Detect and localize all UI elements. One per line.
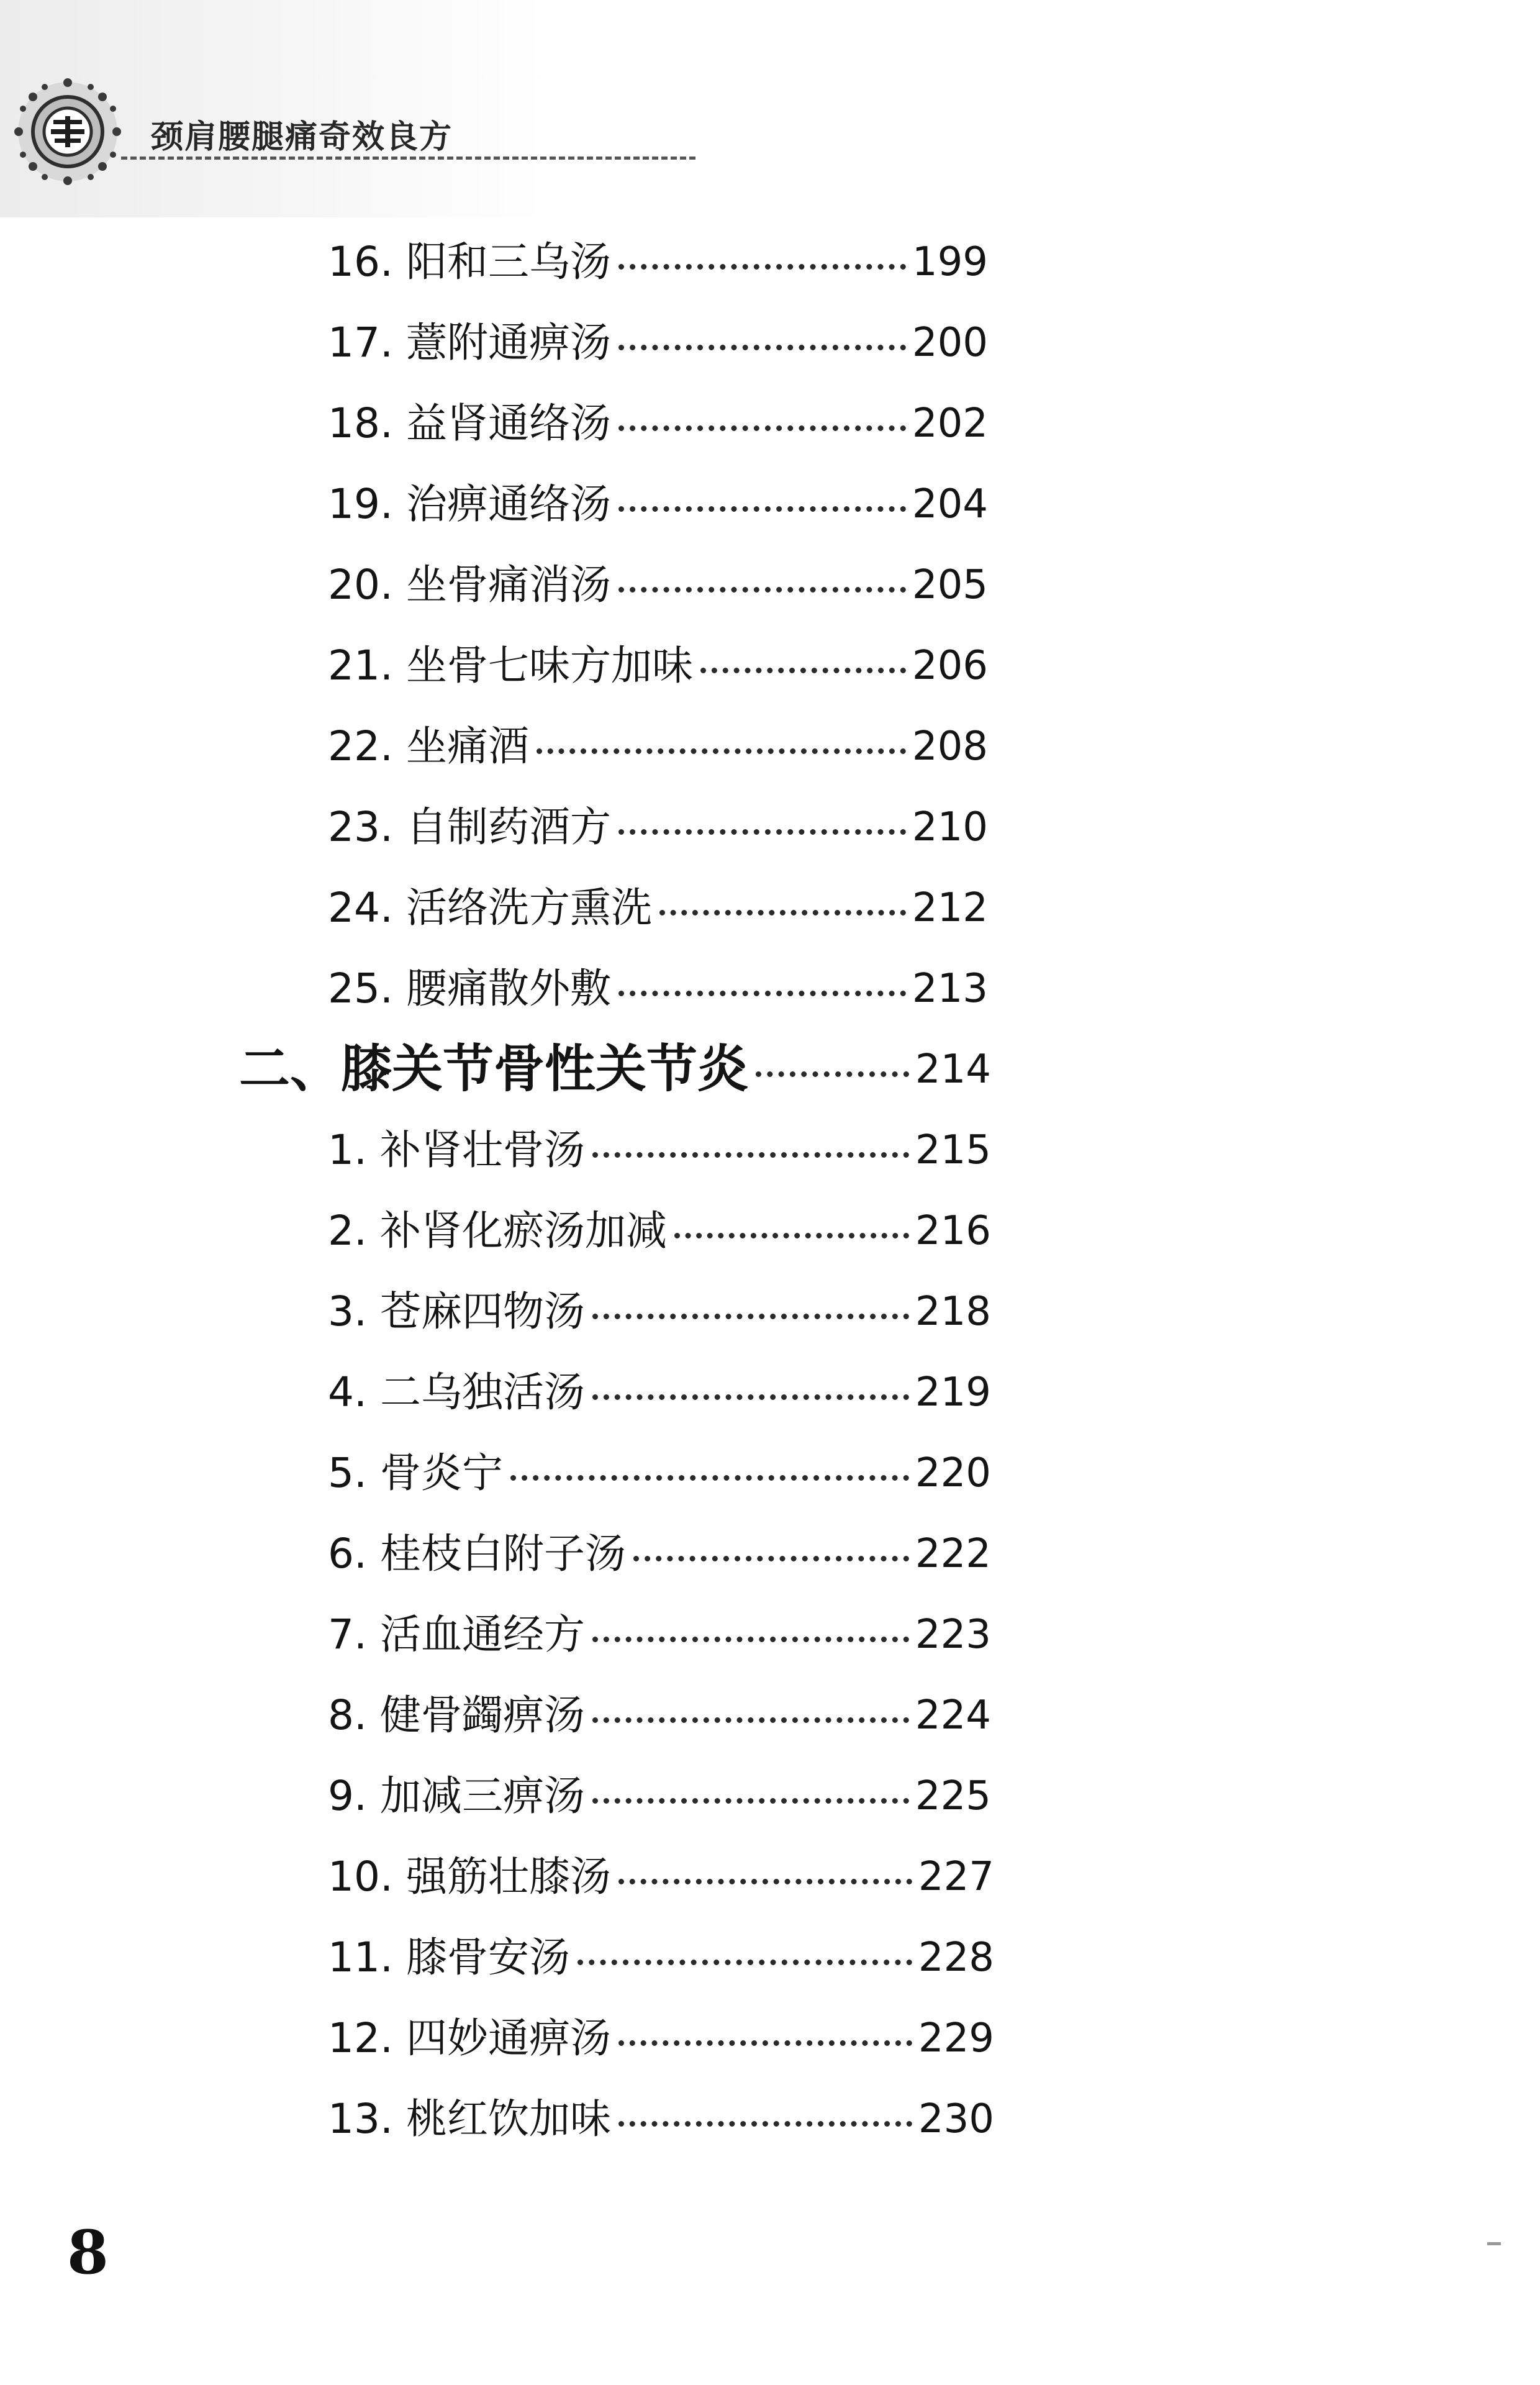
toc-entry[interactable]	[328, 1684, 991, 1747]
toc-entry-page: 227	[918, 1854, 994, 1900]
toc-entry-page: 204	[912, 481, 988, 527]
toc-entry[interactable]	[328, 2007, 994, 2069]
dot-leader	[592, 1717, 909, 1723]
toc-entry-title: 4. 二乌独活汤	[328, 1368, 585, 1416]
toc-entry[interactable]	[328, 1604, 991, 1666]
toc-entry-title: 17. 薏附通痹汤	[328, 319, 611, 366]
toc-entry[interactable]	[328, 1846, 994, 1908]
toc-section-title: 二、膝关节骨性关节炎	[239, 1040, 749, 1099]
toc-entry[interactable]	[328, 1765, 991, 1827]
toc-entry-title: 2. 补肾化瘀汤加减	[328, 1207, 667, 1255]
toc-entry-page: 210	[912, 804, 988, 850]
toc-entry[interactable]	[328, 393, 988, 455]
toc-entry-page: 206	[912, 643, 988, 689]
toc-entry[interactable]	[328, 635, 988, 697]
scan-artifact	[1487, 2242, 1501, 2245]
toc-entry-page: 200	[912, 320, 988, 366]
dot-leader	[618, 345, 906, 350]
toc-entry-page: 219	[915, 1370, 991, 1415]
toc-entry[interactable]	[328, 312, 988, 374]
toc-entry-page: 229	[918, 2015, 994, 2061]
toc-entry-title: 3. 苍麻四物汤	[328, 1288, 585, 1335]
toc-entry-title: 6. 桂枝白附子汤	[328, 1530, 626, 1578]
toc-entry-page: 230	[918, 2096, 994, 2142]
toc-entry-page: 218	[915, 1289, 991, 1335]
toc-entry-title: 5. 骨炎宁	[328, 1449, 503, 1497]
toc-entry-page: 199	[912, 239, 988, 285]
toc-entry[interactable]	[328, 958, 988, 1020]
toc-section-heading[interactable]	[239, 1038, 991, 1101]
toc-entry[interactable]	[328, 231, 988, 293]
dot-leader	[592, 1394, 909, 1400]
dot-leader	[618, 1879, 912, 1884]
toc-entry-title: 24. 活络洗方熏洗	[328, 884, 652, 932]
toc-entry[interactable]	[328, 796, 988, 858]
toc-entry-title: 10. 强筋壮膝汤	[328, 1853, 611, 1901]
toc-entry-page: 228	[918, 1935, 994, 1981]
toc-entry[interactable]	[328, 877, 988, 939]
toc-entry-page: 216	[915, 1208, 991, 1254]
dot-leader	[618, 2040, 912, 2046]
toc-entry[interactable]	[328, 2088, 994, 2150]
toc-entry-title: 19. 治痹通络汤	[328, 480, 611, 528]
dot-leader	[674, 1233, 909, 1238]
dot-leader	[618, 506, 906, 512]
toc-entry-title: 16. 阳和三乌汤	[328, 238, 611, 286]
toc-entry[interactable]	[328, 1361, 991, 1424]
toc-entry[interactable]	[328, 1523, 991, 1585]
page-number: 8	[67, 2217, 109, 2287]
toc-entry-page: 212	[912, 885, 988, 931]
toc-entry-title: 11. 膝骨安汤	[328, 1933, 570, 1981]
toc-entry[interactable]	[328, 1119, 991, 1181]
dot-leader	[618, 991, 906, 996]
toc-entry-title: 1. 补肾壮骨汤	[328, 1126, 585, 1174]
dot-leader	[592, 1314, 909, 1319]
toc-entry[interactable]	[328, 554, 988, 616]
toc-entry[interactable]	[328, 1927, 994, 1989]
toc-entry-page: 205	[912, 562, 988, 608]
toc-entry-title: 8. 健骨蠲痹汤	[328, 1691, 585, 1739]
toc-section-page: 214	[915, 1047, 991, 1093]
dot-leader	[618, 829, 906, 835]
dot-leader	[618, 587, 906, 593]
toc-entry[interactable]	[328, 1281, 991, 1343]
toc-entry-page: 215	[915, 1127, 991, 1173]
toc-entry-title: 7. 活血通经方	[328, 1610, 585, 1658]
toc-entry[interactable]	[328, 1200, 991, 1262]
toc-entry-page: 222	[915, 1531, 991, 1577]
toc-entry-page: 223	[915, 1612, 991, 1658]
dot-leader	[659, 910, 906, 915]
toc-entry-page: 213	[912, 966, 988, 1012]
toc-entry-title: 21. 坐骨七味方加味	[328, 642, 693, 689]
toc-entry-title: 9. 加减三痹汤	[328, 1772, 585, 1820]
dot-leader	[578, 1960, 912, 1965]
toc-entry[interactable]	[328, 1442, 991, 1504]
dot-leader	[592, 1798, 909, 1804]
toc-entry-page: 220	[915, 1450, 991, 1496]
dot-leader	[592, 1152, 909, 1158]
toc-entry-title: 22. 坐痛酒	[328, 722, 529, 770]
toc-entry-title: 12. 四妙通痹汤	[328, 2014, 611, 2062]
running-title: 颈肩腰腿痛奇效良方	[151, 119, 453, 156]
dot-leader	[510, 1475, 909, 1481]
toc-entry-title: 13. 桃红饮加味	[328, 2095, 611, 2143]
dot-leader	[756, 1071, 909, 1077]
dot-leader	[618, 264, 906, 270]
dot-leader	[618, 425, 906, 431]
toc-entry-title: 23. 自制药酒方	[328, 803, 611, 851]
toc-entry[interactable]	[328, 716, 988, 778]
toc-entry[interactable]	[328, 473, 988, 535]
toc-entry-page: 225	[915, 1773, 991, 1819]
dot-leader	[618, 2121, 912, 2127]
toc-entry-page: 224	[915, 1692, 991, 1738]
toc-entry-title: 18. 益肾通络汤	[328, 399, 611, 447]
dot-leader	[537, 748, 906, 754]
toc-entry-page: 208	[912, 724, 988, 770]
dot-leader	[633, 1556, 909, 1561]
dot-leader	[700, 668, 906, 673]
toc-entry-title: 25. 腰痛散外敷	[328, 965, 611, 1012]
toc-entry-title: 20. 坐骨痛消汤	[328, 561, 611, 609]
toc-entry-page: 202	[912, 401, 988, 447]
dot-leader	[592, 1637, 909, 1642]
